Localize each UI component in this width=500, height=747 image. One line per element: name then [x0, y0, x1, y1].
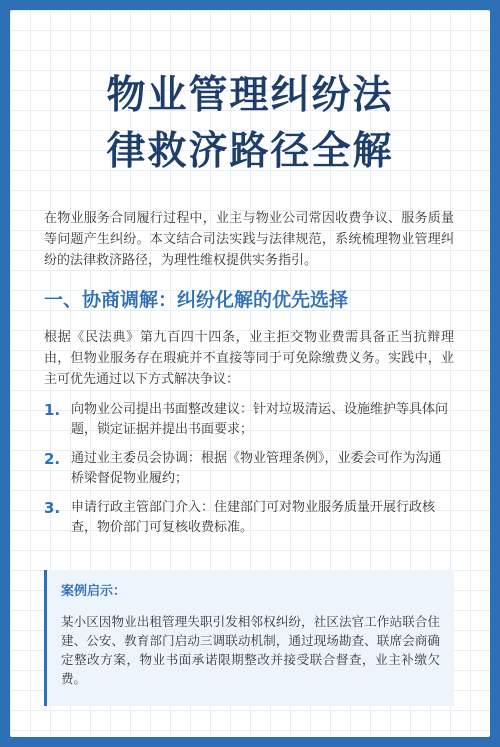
list-item-text: 通过业主委员会协调：根据《物业管理条例》，业委会可作为沟通桥梁督促物业履约； — [71, 451, 442, 486]
list-item-text: 申请行政主管部门介入：住建部门可对物业服务质量开展行政核查，物价部门可复核收费标准。 — [71, 500, 436, 535]
list-item-text: 向物业公司提出书面整改建议：针对垃圾清运、设施维护等具体问题，锁定证据并提出书面要求； — [71, 402, 449, 437]
case-box — [44, 570, 454, 706]
case-body: 某小区因物业出租管理失职引发相邻权纠纷，社区法官工作站联合住建、公安、教育部门启动三调联动机制，通过现场勘查、联席会商确定整改方案，物业书面承诺限期整改并接受联合督查，业主补缴欠费。 — [61, 614, 440, 686]
list-item — [44, 449, 454, 489]
article-card — [10, 10, 490, 737]
list-item — [44, 400, 454, 440]
list-item-number: 3. — [44, 499, 61, 517]
section-heading: 一、协商调解：纠纷化解的优先选择 — [44, 289, 349, 311]
list-item — [44, 498, 454, 538]
resolution-list — [44, 400, 454, 538]
section-paragraph: 根据《民法典》第九百四十四条，业主拒交物业费需具备正当抗辩理由，但物业服务存在瑕疵并不直接等同于可免除缴费义务。实践中，业主可优先通过以下方式解决争议： — [44, 330, 454, 387]
title-line-1: 物业管理纠纷法 — [106, 73, 394, 118]
case-title: 案例启示： — [61, 584, 127, 599]
title-line-2: 律救济路径全解 — [106, 129, 394, 174]
list-item-number: 2. — [44, 450, 61, 468]
page-title — [10, 68, 490, 180]
intro-paragraph: 在物业服务合同履行过程中，业主与物业公司常因收费争议、服务质量等问题产生纠纷。本文结合司法实践与法律规范，系统梳理物业管理纠纷的法律救济路径，为理性维权提供实务指引。 — [44, 211, 454, 268]
list-item-number: 1. — [44, 401, 61, 419]
